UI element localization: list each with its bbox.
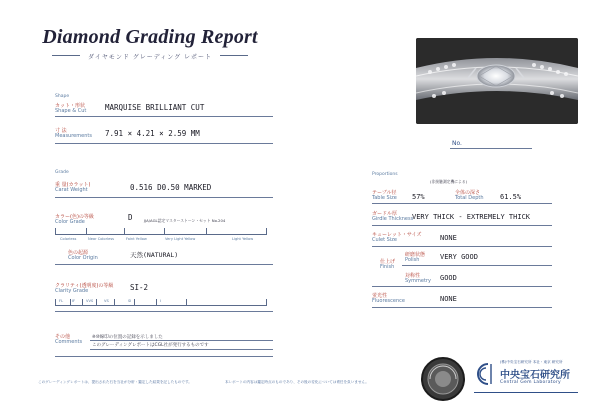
- table-size-label-en: Table Size: [372, 195, 397, 201]
- comments-rule-2: [90, 349, 273, 350]
- color-origin-rule: [55, 264, 273, 265]
- clarity-scale-tick: [134, 299, 135, 305]
- cgl-logo: [474, 360, 496, 388]
- polish-label-en: Polish: [405, 257, 420, 263]
- culet-label-jp: キューレット・サイズ: [372, 232, 422, 238]
- ring-photo: [416, 38, 578, 124]
- measurements-value: 7.91 × 4.21 × 2.59 MM: [105, 129, 200, 138]
- girdle-rule: [372, 225, 552, 226]
- polish-rule: [402, 265, 552, 266]
- org-rule: [474, 392, 578, 393]
- symmetry-label-jp: 対称性: [405, 273, 421, 279]
- color-origin-value: 天然(NATURAL): [130, 251, 179, 259]
- fluorescence-label-jp: 蛍光性: [372, 293, 388, 299]
- color-scale-tick: [124, 228, 125, 234]
- color-scale-bar: [55, 228, 267, 235]
- clarity-scale-tick: [70, 299, 71, 305]
- hologram-seal-icon: [420, 356, 466, 402]
- table-size-value: 57%: [412, 193, 425, 201]
- cgl-logo-icon: [474, 360, 496, 388]
- clarity-scale-tick: [156, 299, 157, 305]
- shape-rule: [55, 116, 273, 117]
- table-rule: [372, 203, 552, 204]
- color-scale-tick: [164, 228, 165, 234]
- shape-label-jp: カット・形状: [55, 103, 85, 109]
- comments-rule-3: [55, 356, 273, 357]
- color-scale-label: Colorless: [60, 237, 77, 241]
- color-scale-tick: [86, 228, 87, 234]
- shape-value: MARQUISE BRILLIANT CUT: [105, 103, 205, 112]
- org-name-jp: 中央宝石研究所: [500, 370, 570, 381]
- color-scale-label: Light Yellow: [232, 237, 254, 241]
- color-scale-label: Very Light Yellow: [165, 237, 196, 241]
- carat-label-jp: 重 量(カラット): [55, 182, 91, 188]
- disclaimer-text-left: [38, 380, 218, 406]
- report-subtitle: ダイヤモンド グレーディング レポート: [87, 54, 213, 61]
- table-size-label-jp: テーブル径: [372, 190, 397, 196]
- org-name-en: Central Gem Laboratory: [500, 380, 561, 385]
- hologram-seal: [420, 356, 466, 402]
- measured-note: (非接触測定機による): [430, 179, 468, 184]
- clarity-scale-label: VVS: [86, 299, 94, 303]
- symmetry-label-en: Symmetry: [405, 278, 431, 284]
- color-scale-label: Faint Yellow: [126, 237, 147, 241]
- finish-label-jp: 仕上げ: [380, 259, 396, 265]
- fluorescence-rule: [372, 307, 552, 308]
- clarity-label-en: Clarity Grade: [55, 288, 89, 294]
- girdle-label-en: Girdle Thickness: [372, 216, 414, 222]
- measurements-label-jp: 寸 法: [55, 128, 67, 134]
- culet-value: NONE: [440, 234, 457, 242]
- color-origin-label-en: Color Origin: [68, 255, 98, 261]
- total-depth-label-jp: 全体の深さ: [455, 190, 481, 196]
- finish-label-en: Finish: [380, 264, 395, 270]
- carat-value: 0.516 D0.50 MARKED: [130, 183, 212, 192]
- fluorescence-value: NONE: [440, 295, 457, 303]
- clarity-scale-tick: [186, 299, 187, 305]
- total-depth-label-en: Total Depth: [455, 195, 484, 201]
- girdle-value: VERY THICK - EXTREMELY THICK: [412, 213, 531, 221]
- clarity-scale-label: I: [160, 299, 162, 303]
- culet-label-en: Culet Size: [372, 237, 397, 243]
- clarity-rule: [55, 311, 273, 312]
- shape-section-label: Shape: [55, 94, 70, 99]
- girdle-label-jp: ガードル厚: [372, 211, 398, 217]
- color-master-stone-note: JJA/AGL認定マスターストーン・セット No.204: [144, 218, 226, 223]
- measurements-label-en: Measurements: [55, 133, 92, 139]
- clarity-scale-tick: [96, 299, 97, 305]
- color-scale-label: Near Colorless: [88, 237, 115, 241]
- shape-label-en: Shape & Cut: [55, 108, 87, 114]
- color-origin-label-jp: 色の起源: [68, 250, 89, 256]
- color-scale-tick: [206, 228, 207, 234]
- comment-line-2: このグレーディングレポートはCGL社が発行するものです: [92, 343, 209, 348]
- measurements-rule: [55, 143, 273, 144]
- report-number-label: No.: [452, 140, 462, 147]
- clarity-scale-label: VS: [104, 299, 109, 303]
- color-label-jp: カラー(色)の等級: [55, 214, 94, 220]
- clarity-scale-tick: [114, 299, 115, 305]
- polish-value: VERY GOOD: [440, 253, 478, 261]
- disclaimer-left: このグレーディングレポートは、提出された石を当社が分析・鑑定した結果を記したものです。: [38, 380, 192, 384]
- carat-label-en: Carat Weight: [55, 187, 88, 193]
- grade-section-label: Grade: [55, 170, 69, 175]
- clarity-label-jp: クラリティ(透明度)の等級: [55, 283, 114, 289]
- comments-rule-1: [90, 340, 273, 341]
- disclaimer-text-right: [225, 380, 410, 406]
- proportions-section-label: Proportions: [372, 172, 398, 177]
- title-rule-right: [220, 55, 248, 56]
- color-value: D: [128, 213, 133, 222]
- report-number-rule: [450, 148, 532, 149]
- culet-rule: [372, 246, 552, 247]
- clarity-scale-label: FL: [59, 299, 64, 303]
- total-depth-value: 61.5%: [500, 193, 522, 201]
- clarity-scale-label: IF: [72, 299, 76, 303]
- comment-line-1: ※⑩線印の位置の記録を示しました: [92, 335, 163, 340]
- fluorescence-label-en: Fluorescence: [372, 298, 405, 304]
- polish-label-jp: 研磨状態: [405, 252, 426, 258]
- carat-rule: [55, 197, 273, 198]
- disclaimer-right: 本レポートの内容は鑑定時点のものであり、その後の変化については責任を負いません。: [225, 380, 369, 384]
- org-small-address: (株)中央宝石研究所 本社・東京 研究所: [500, 360, 563, 364]
- report-title: Diamond Grading Report: [42, 26, 258, 48]
- symmetry-value: GOOD: [440, 274, 457, 282]
- clarity-value: SI-2: [130, 283, 149, 292]
- clarity-scale-label: SI: [128, 299, 132, 303]
- ring-photo-image: [416, 38, 578, 124]
- comments-label-en: Comments: [55, 339, 83, 345]
- color-label-en: Color Grade: [55, 219, 85, 225]
- clarity-scale-tick: [82, 299, 83, 305]
- symmetry-rule: [372, 286, 552, 287]
- comments-label-jp: その他: [55, 334, 71, 340]
